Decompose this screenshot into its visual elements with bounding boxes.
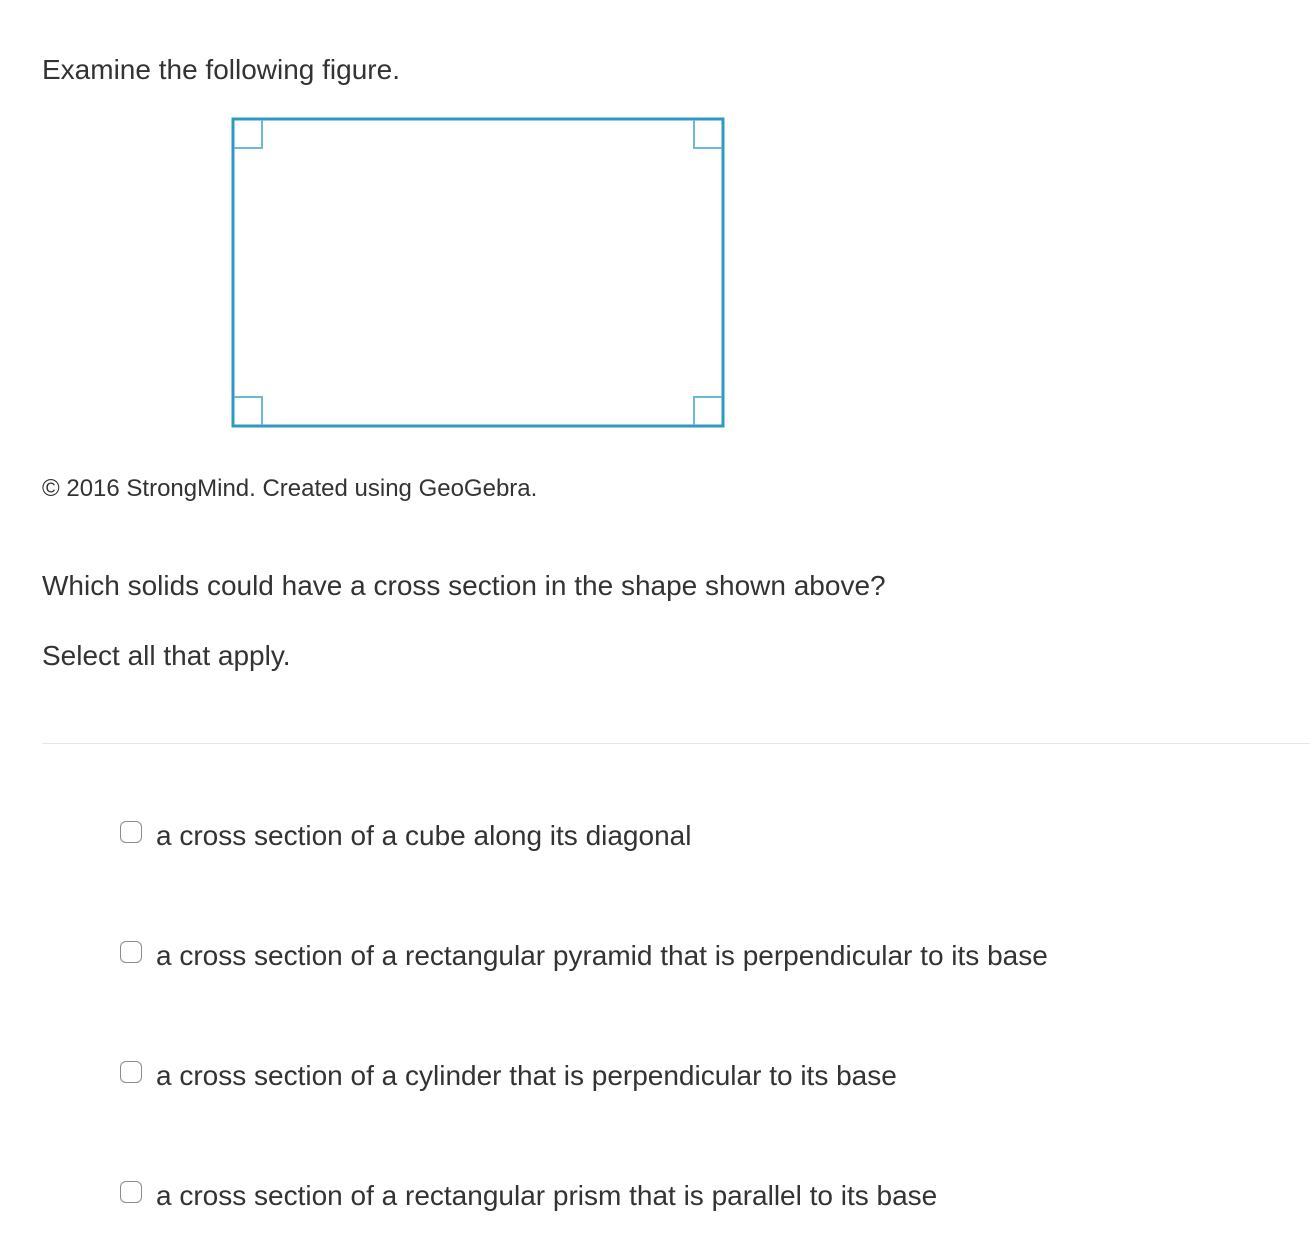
right-angle-marker-top-right bbox=[694, 120, 722, 148]
answer-option-rectangular-prism[interactable] bbox=[120, 1176, 937, 1216]
answer-option-cube-diagonal[interactable] bbox=[120, 816, 691, 856]
question-prompt: Which solids could have a cross section in the shape shown above? bbox=[42, 570, 886, 601]
rectangle-figure-svg bbox=[230, 116, 726, 429]
answer-option-label: a cross section of a cylinder that is perpendicular to its base bbox=[156, 1060, 897, 1091]
answer-option-label: a cross section of a rectangular prism that is parallel to its base bbox=[156, 1180, 938, 1211]
right-angle-marker-bottom-right bbox=[694, 397, 722, 425]
answer-option-rectangular-pyramid[interactable] bbox=[120, 936, 1048, 976]
answer-option-label: a cross section of a rectangular pyramid that is perpendicular to its base bbox=[156, 940, 1048, 971]
checkbox[interactable] bbox=[120, 941, 142, 963]
right-angle-marker-bottom-left bbox=[234, 397, 262, 425]
checkbox[interactable] bbox=[120, 821, 142, 843]
answer-option-label: a cross section of a cube along its diagonal bbox=[156, 820, 692, 851]
answer-option-cylinder[interactable] bbox=[120, 1056, 897, 1096]
intro-text: Examine the following figure. bbox=[42, 54, 400, 85]
rectangle-outline bbox=[233, 119, 723, 426]
divider bbox=[42, 743, 1310, 744]
checkbox[interactable] bbox=[120, 1181, 142, 1203]
question-instruction: Select all that apply. bbox=[42, 640, 291, 671]
right-angle-marker-top-left bbox=[234, 120, 262, 148]
checkbox[interactable] bbox=[120, 1061, 142, 1083]
figure-credit: © 2016 StrongMind. Created using GeoGebra. bbox=[42, 475, 538, 502]
rectangle-figure bbox=[230, 116, 726, 429]
